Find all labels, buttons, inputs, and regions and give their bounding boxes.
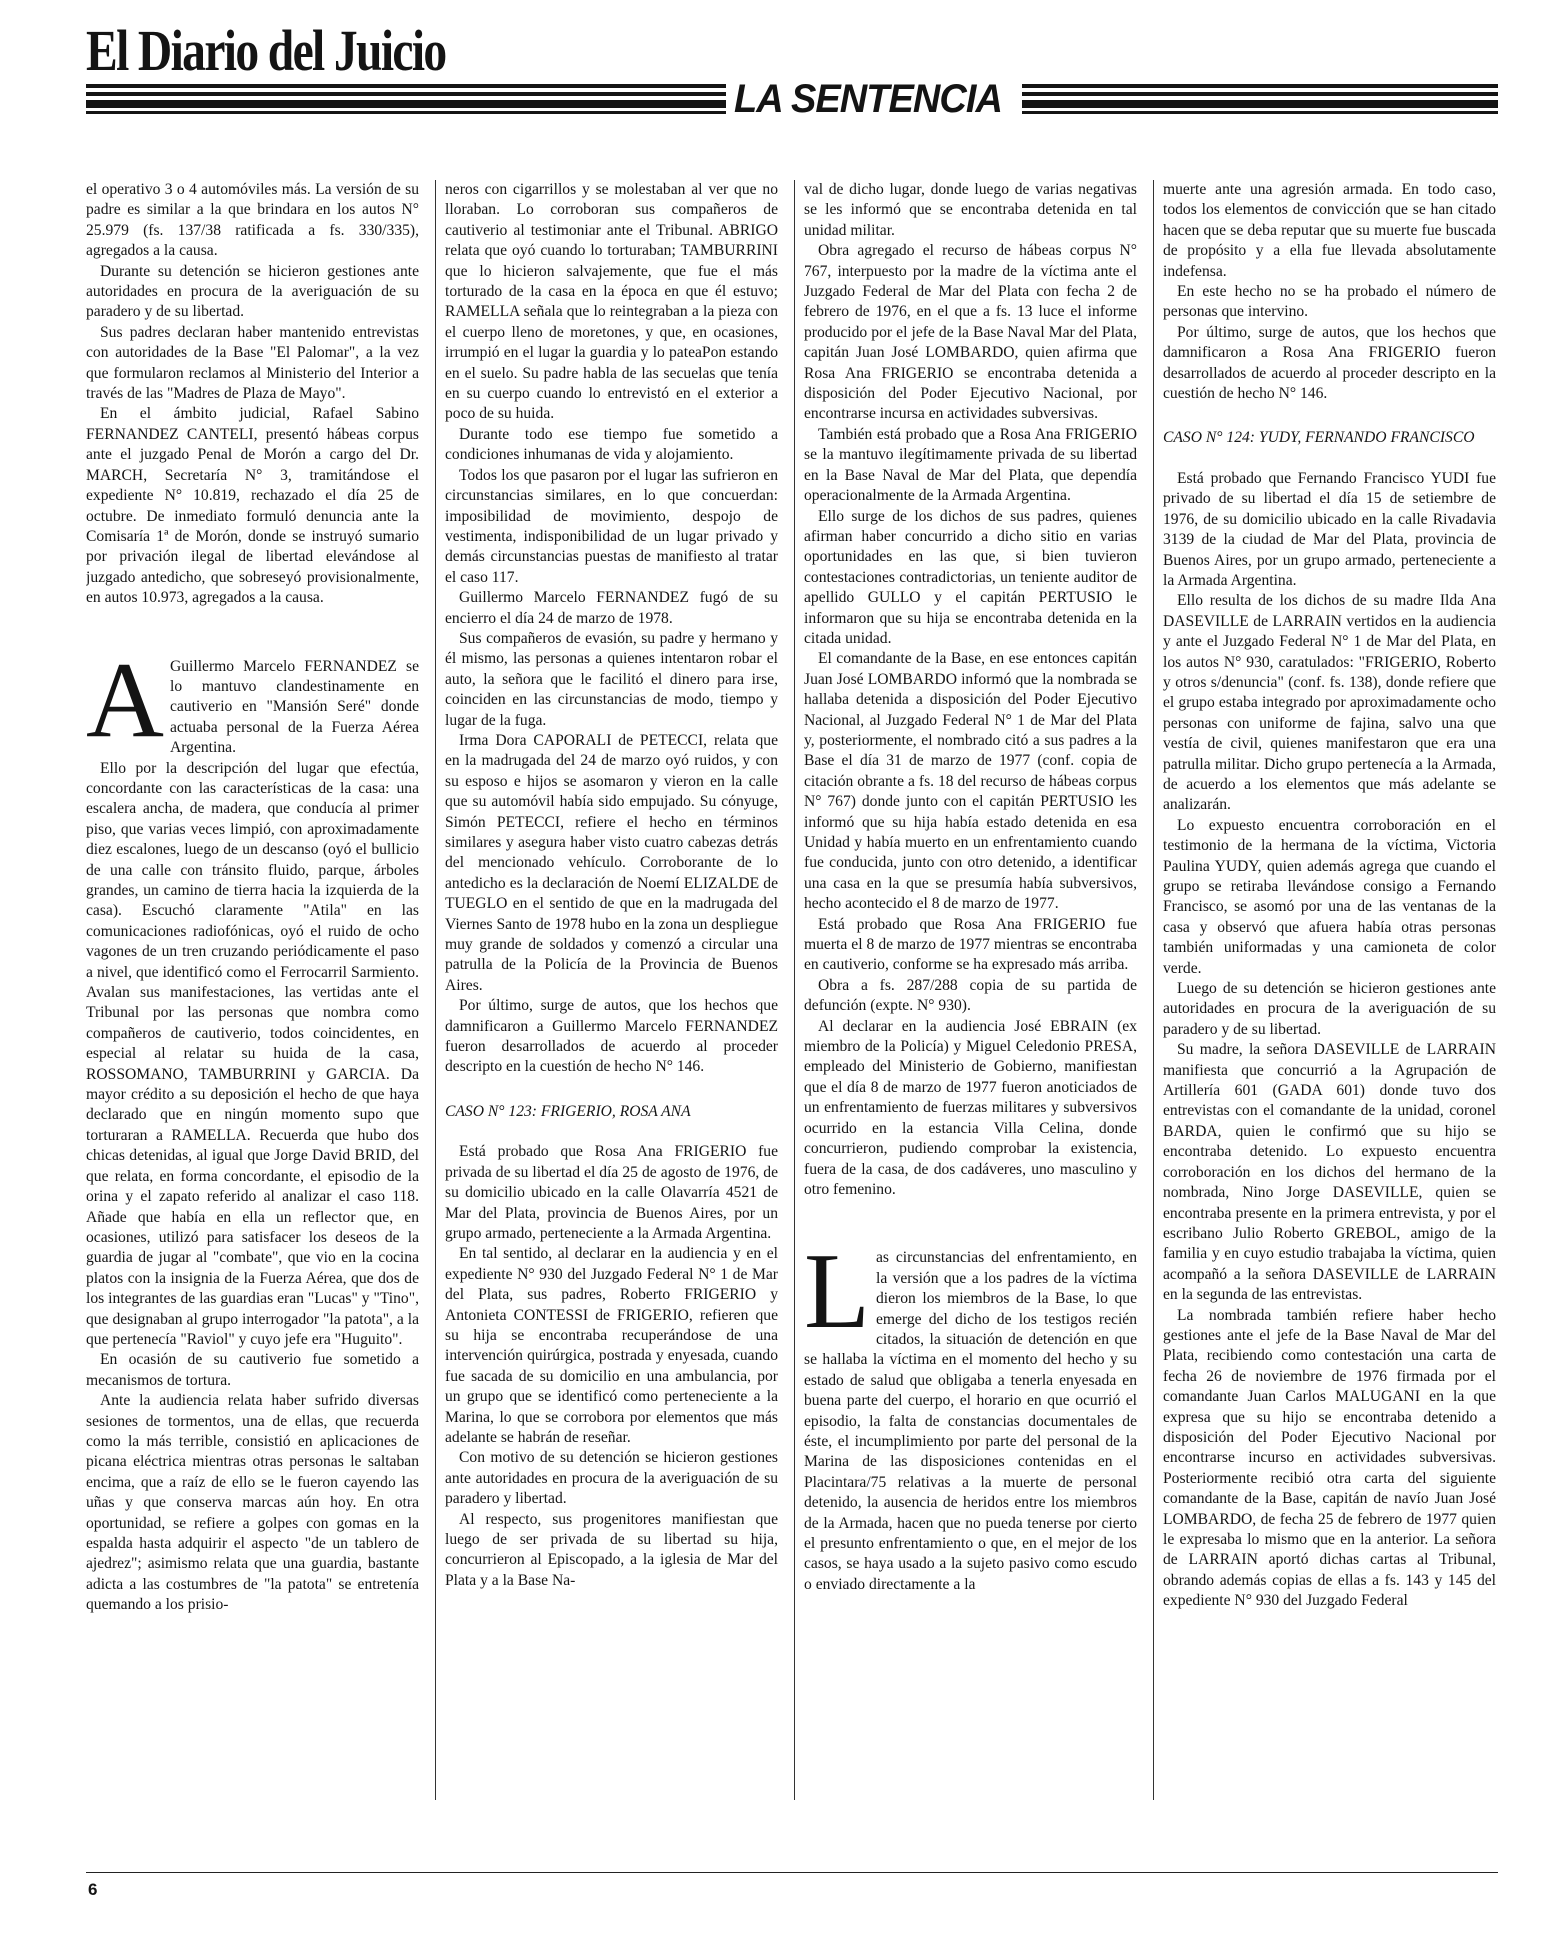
paragraph: Ante la audiencia relata haber sufrido diversas sesiones de tormentos, una de ellas, que recuerda como la más terrible, consistió en aplicaciones de picana eléctrica mientras otras personas le saltaban encima, que a raíz de ello se le fueron cayendo las uñas y que conserva marcas aún hoy. En otra oportunidad, se refiere a golpes con gomas en la espalda hasta adquirir el aspecto "de un tablero de ajedrez"; asimismo relata que una guardia, bastante adicta a las costumbres de "la patota" se entretenía quemando a los prisio- [86,1392,419,1614]
paragraph: Está probado que Rosa Ana FRIGERIO fue muerta el 8 de marzo de 1977 mientras se encontraba en cautiverio, conforme se ha expresado más arriba. [804,915,1137,974]
paragraph: Ello resulta de los dichos de su madre Ilda Ana DASEVILLE de LARRAIN vertidos en la audiencia y ante el Juzgado Federal N° 1 de Mar del Plata, en los autos N° 930, caratulados: "FRIGERIO, Roberto y otros s/denuncia" (conf. fs. 138), donde refiere que el grupo estaba integrado por aproximadamente ocho personas con uniforme de fajina, salvo una que vestía de civil, quienes manifestaron que era una patrulla militar. Dicho grupo pertenecía a la Armada, de acuerdo a los elementos que más adelante se analizarán. [1163,592,1496,814]
drop-cap: A [86,640,164,760]
paragraph: Sus compañeros de evasión, su padre y hermano y él mismo, las personas a quienes intentaron robar el auto, la señora que le facilitó el dinero para irse, coinciden en las circunstancias de modo, tiempo y lugar de la fuga. [445,629,778,729]
paragraph: En este hecho no se ha probado el número de personas que intervino. [1163,283,1496,321]
article-body [86,180,1496,1800]
paragraph: Su madre, la señora DASEVILLE de LARRAIN manifiesta que concurrió a la Agrupación de Artillería 601 (GADA 601) donde tuvo dos entrevistas con el comandante de la unidad, coronel BARDA, quien le confirmó que su hijo se encontraba detenido. Lo expuesto encuentra corroboración en los dichos del hermano de la nombrada, Nino Jorge DASEVILLE, quien se encontraba presente en la primera entrevista, y por el escribano Julio Roberto GREBOL, amigo de la familia y en cuyo estudio trabajaba la víctima, quien acompañó a la señora DASEVILLE de LARRAIN en la segunda de las entrevistas. [1163,1041,1496,1304]
paragraph: Está probado que Rosa Ana FRIGERIO fue privada de su libertad el día 25 de agosto de 1976, de su domicilio ubicado en la calle Olavarría 4521 de Mar del Plata, provincia de Buenos Aires, por un grupo armado, perteneciente a la Armada Argentina. [445,1143,778,1242]
case-heading: CASO N° 123: FRIGERIO, ROSA ANA [445,1102,691,1120]
paragraph: Durante su detención se hicieron gestiones ante autoridades en procura de la averiguación de su paradero y de su libertad. [86,262,419,321]
paragraph: Todos los que pasaron por el lugar las sufrieron en circunstancias similares, en lo que concuerdan: imposibilidad de movimiento, despojo de vestimenta, indisponibilidad de un lugar privado y demás circunstancias puestas de manifiesto al tratar el caso 117. [445,466,778,586]
case-heading: CASO N° 124: YUDY, FERNANDO FRANCISCO [1163,429,1475,447]
footer-rule [86,1872,1498,1873]
paragraph: Lo expuesto encuentra corroboración en el testimonio de la hermana de la víctima, Victoria Paulina YUDY, quien además agrega que cuando el grupo se retiraba llevándose consigo a Fernando Francisco, se asomó por una de las ventanas de la casa y observó que afuera había otras personas también uniformadas y una camioneta de color verde. [1163,816,1496,977]
header-band [86,77,1498,121]
page-number: 6 [88,1880,98,1899]
paragraph: En ocasión de su cautiverio fue sometido a mecanismos de tortura. [86,1351,419,1389]
paragraph: Luego de su detención se hicieron gestiones ante autoridades en procura de la averiguación de su paradero y de su libertad. [1163,980,1496,1038]
paragraph: En el ámbito judicial, Rafael Sabino FERNANDEZ CANTELI, presentó hábeas corpus ante el juzgado Penal de Morón a cargo del Dr. MARCH, Secretaría N° 3, tramitándose el expediente N° 10.819, rechazado el día 25 de octubre. De inmediato formuló denuncia ante la Comisaría 1ª de Morón, donde se instruyó sumario por privación ilegal de libertad elevándose al juzgado antedicho, que sobreseyó provisionalmente, en autos 10.973, agregados a la causa. [86,405,419,607]
paragraph: neros con cigarrillos y se molestaban al ver que no lloraban. Lo corroboran sus compañeros de cautiverio al testimoniar ante el Tribunal. ABRIGO relata que oyó cuando lo torturaban; TAMBURRINI que lo hicieron salvajemente, que fue el más torturado de la casa en la época en que él estuvo; RAMELLA señala que lo reintegraban a la pieza con el cuerpo lleno de moretones, y que, en ocasiones, irrumpió en el lugar la guardia y lo pateaΡon estando en el suelo. Su padre habla de las secuelas que tenía en su cuerpo cuando lo entrevistó en el exterior a poco de su huida. [445,181,778,423]
masthead: El Diario del Juicio [86,18,446,83]
text-column-3 [804,180,1137,1800]
paragraph: Por último, surge de autos, que los hechos que damnificaron a Rosa Ana FRIGERIO fueron desarrollados de acuerdo al proceder descripto en la cuestión de hecho N° 146. [1163,323,1496,403]
paragraph: Irma Dora CAPORALI de PETECCI, relata que en la madrugada del 24 de marzo oyó ruidos, y con su esposo e hijos se asomaron y vieron en la calle que su automóvil había sido empujado. Su cónyuge, Simón PETECCI, refiere el hecho en términos similares y asegura haber visto cuatro cabezas detrás del mencionado vehículo. Corroborante de lo antedicho es la declaración de Noemí ELIZALDE de TUEGLO en el sentido de que en la madrugada del Viernes Santo de 1978 hubo en la zona un despliegue muy grande de soldados y comenzó a circular una patrulla de la Policía de la Provincia de Buenos Aires. [445,731,778,994]
paragraph: el operativo 3 o 4 automóviles más. La versión de su padre es similar a la que brindara en los autos N° 25.979 (fs. 137/38 ratificada a fs. 330/335), agregados a la causa. [86,181,419,260]
text-column-1 [86,180,419,1800]
lead-paragraph-text: as circunstancias del enfrentamiento, en la versión que a los padres de la víctima dieron los miembros de la Base, lo que emerge del dicho de los testigos recién citados, la situación de detención en que se hallaba la víctima en el momento del hecho y su estado de salud que obligaba a tenerla enyesada en buena parte del cuerpo, el horario en que ocurrió el episodio, la falta de constancias documentales de éste, el incumplimiento por parte del personal de la Marina de las disposiciones contenidas en el Placintara/75 relativas a la muerte de personal detenido, la ausencia de heridos entre los miembros de la Armada, hacen que no pueda tenerse por cierto el presunto enfrentamiento o que, en el mejor de los casos, se haya usado a la sujeto pasivo como escudo o enviado directamente a la [804,1249,1137,1593]
column-rule [1153,180,1154,1800]
text-column-2 [445,180,778,1800]
paragraph: Está probado que Fernando Francisco YUDI fue privado de su libertad el día 15 de setiembre de 1976, de su domicilio ubicado en la calle Rivadavia 3139 de la ciudad de Mar del Plata, provincia de Buenos Aires, por un grupo armado, perteneciente a la Armada Argentina. [1163,469,1496,589]
column-rule [794,180,795,1800]
paragraph: Al respecto, sus progenitores manifiestan que luego de ser privada de su libertad su hija, concurrieron al Episcopado, a la iglesia de Mar del Plata y a la Base Na- [445,1510,778,1589]
column-rule [435,180,436,1800]
paragraph: Sus padres declaran haber mantenido entrevistas con autoridades de la Base "El Palomar", a la vez que formularon reclamos al Ministerio del Interior a través de las "Madres de Plaza de Mayo". [86,323,419,403]
section-label [726,77,1022,121]
paragraph: Al declarar en la audiencia José EBRAIN (ex miembro de la Policía) y Miguel Celedonio PRESA, empleado del Ministerio de Gobierno, manifiestan que el día 8 de marzo de 1977 fueron anoticiados de un enfrentamiento de fuerzas militares y subversivos ocurrido en la estancia Villa Celina, donde concurrieron, pudiendo comprobar la existencia, fuera de la casa, de dos cadáveres, uno masculino y otro femenino. [804,1017,1137,1198]
paragraph: Ello por la descripción del lugar que efectúa, concordante con las características de la casa: una escalera ancha, de madera, que conducía al primer piso, que varias veces limpió, con aproximadamente diez escalones, luego de un descanso (oyó el bullicio de una calle con tránsito fluido, parque, árboles grandes, un camino de tierra hacia la izquierda de la casa). Escuchó claramente "Atila" en las comunicaciones radiofónicas, oyó el ruido de ocho vagones de un tren cruzando periódicamente el paso a nivel, que identificó como el Ferrocarril Sarmiento. Avalan sus manifestaciones, las vertidas ante el Tribunal por las personas que nombra como compañeros de cautiverio, todos coincidentes, en especial al relatar su huida de la casa, ROSSOMANO, TAMBURRINI y GARCIA. Da mayor crédito a su deposición el hecho de que haya declarado que en ningún momento supo que torturaran a RAMELLA. Recuerda que hubo dos chicas detenidas, al igual que Jorge David BRID, del que relata, en forma concordante, el episodio de la orina y el zapato referido al analizar el caso 118. Añade que había en ella un reflector que, en ocasiones, utilizó para satisfacer los deseos de la guardia de jugar al "combate", que vio en la cocina platos con la insignia de la Fuerza Aérea, que dos de los integrantes de las guardias eran "Lucas" y "Tino", que designaban al grupo interrogador "la patota", a la que pertenecía "Raviol" y cuyo jefe era "Huguito". [86,759,419,1348]
paragraph: Ello surge de los dichos de sus padres, quienes afirman haber concurrido a dicho sitio en varias oportunidades en las que, si bien tuvieron contestaciones contradictorias, un teniente auditor de apellido GULLO y el capitán PERTUSIO le informaron que su hija se encontraba detenida en la citada unidad. [804,507,1137,647]
lead-paragraph [804,1232,1137,1595]
paragraph: Guillermo Marcelo FERNANDEZ fugó de su encierro el día 24 de marzo de 1978. [445,589,778,627]
paragraph: El comandante de la Base, en ese entonces capitán Juan José LOMBARDO informó que la nombrada se hallaba detenida a disposición del Poder Ejecutivo Nacional, al Juzgado Federal N° 1 de Mar del Plata y, posteriormente, el nombrado citó a sus padres a la Base el día 31 de marzo de 1977 (conf. copia de citación obrante a fs. 18 del recurso de hábeas corpus N° 767) donde junto con el capitán PERTUSIO les informó que su hija había estado detenida en esa Unidad y había muerto en un enfrentamiento cuando fue conducida, junto con otro detenido, a identificar una casa en la que se presumía había subversivos, hecho acontecido el 8 de marzo de 1977. [804,650,1137,913]
drop-cap: L [804,1232,870,1352]
text-column-4 [1163,180,1496,1800]
paragraph: Obra agregado el recurso de hábeas corpus N° 767, interpuesto por la madre de la víctima ante el Juzgado Federal de Mar del Plata con fecha 2 de febrero de 1976, en el que a fs. 13 luce el informe producido por el jefe de la Base Naval Mar del Plata, capitán Juan José LOMBARDO, quien afirma que Rosa Ana FRIGERIO se encontraba detenida a disposición del Poder Ejecutivo Nacional, por encontrarse incursa en actividades subversivas. [804,242,1137,423]
paragraph: Con motivo de su detención se hicieron gestiones ante autoridades en procura de la averiguación de su paradero y libertad. [445,1449,778,1508]
lead-paragraph [86,640,419,760]
paragraph: Obra a fs. 287/288 copia de su partida de defunción (expte. N° 930). [804,976,1137,1015]
lead-paragraph-text: Guillermo Marcelo FERNANDEZ se lo mantuvo clandestinamente en cautiverio en "Mansión Seré" donde actuaba personal de la Fuerza Aérea Argentina. [170,657,419,757]
paragraph: Por último, surge de autos, que los hechos que damnificaron a Guillermo Marcelo FERNANDEZ fueron desarrollados de acuerdo al proceder descripto en la cuestión de hecho N° 146. [445,997,778,1076]
paragraph: También está probado que a Rosa Ana FRIGERIO se la mantuvo ilegítimamente privada de su libertad en la Base Naval de Mar del Plata, que dependía operacionalmente de la Armada Argentina. [804,425,1137,505]
paragraph: muerte ante una agresión armada. En todo caso, todos los elementos de convicción que se han citado hacen que se deba reputar que su muerte fue buscada de propósito y a ella fue llevada absolutamente indefensa. [1163,181,1496,280]
section-title: LA SENTENCIA [734,77,1002,121]
paragraph: Durante todo ese tiempo fue sometido a condiciones inhumanas de vida y alojamiento. [445,425,778,464]
paragraph: val de dicho lugar, donde luego de varias negativas se les informó que se encontraba detenida en tal unidad militar. [804,181,1137,239]
paragraph: En tal sentido, al declarar en la audiencia y en el expediente N° 930 del Juzgado Federal N° 1 de Mar del Plata, sus padres, Roberto FRIGERIO y Antonieta CONTESSI de FRIGERIO, refieren que su hija se encontraba recuperándose de una intervención quirúrgica, postrada y enyesada, cuando fue sacada de su domicilio en una ambulancia, por un grupo que se identificó como perteneciente a la Marina, lo que se corrobora por elementos que más adelante se habrán de reseñar. [445,1245,778,1446]
paragraph: La nombrada también refiere haber hecho gestiones ante el jefe de la Base Naval de Mar del Plata, recibiendo como contestación una carta de fecha 26 de noviembre de 1976 firmada por el comandante Juan Carlos MALUGANI en la que expresa que su hijo se encontraba detenido a disposición del Poder Ejecutivo Nacional por encontrarse incurso en actividades subversivas. Posteriormente recibió otra carta del siguiente comandante de la Base, capitán de navío Juan José LOMBARDO, de fecha 25 de febrero de 1977 quien le expresaba lo mismo que en la anterior. La señora de LARRAIN aportó dichas cartas al Tribunal, obrando además copias de ellas a fs. 143 y 145 del expediente N° 930 del Juzgado Federal [1163,1306,1496,1610]
